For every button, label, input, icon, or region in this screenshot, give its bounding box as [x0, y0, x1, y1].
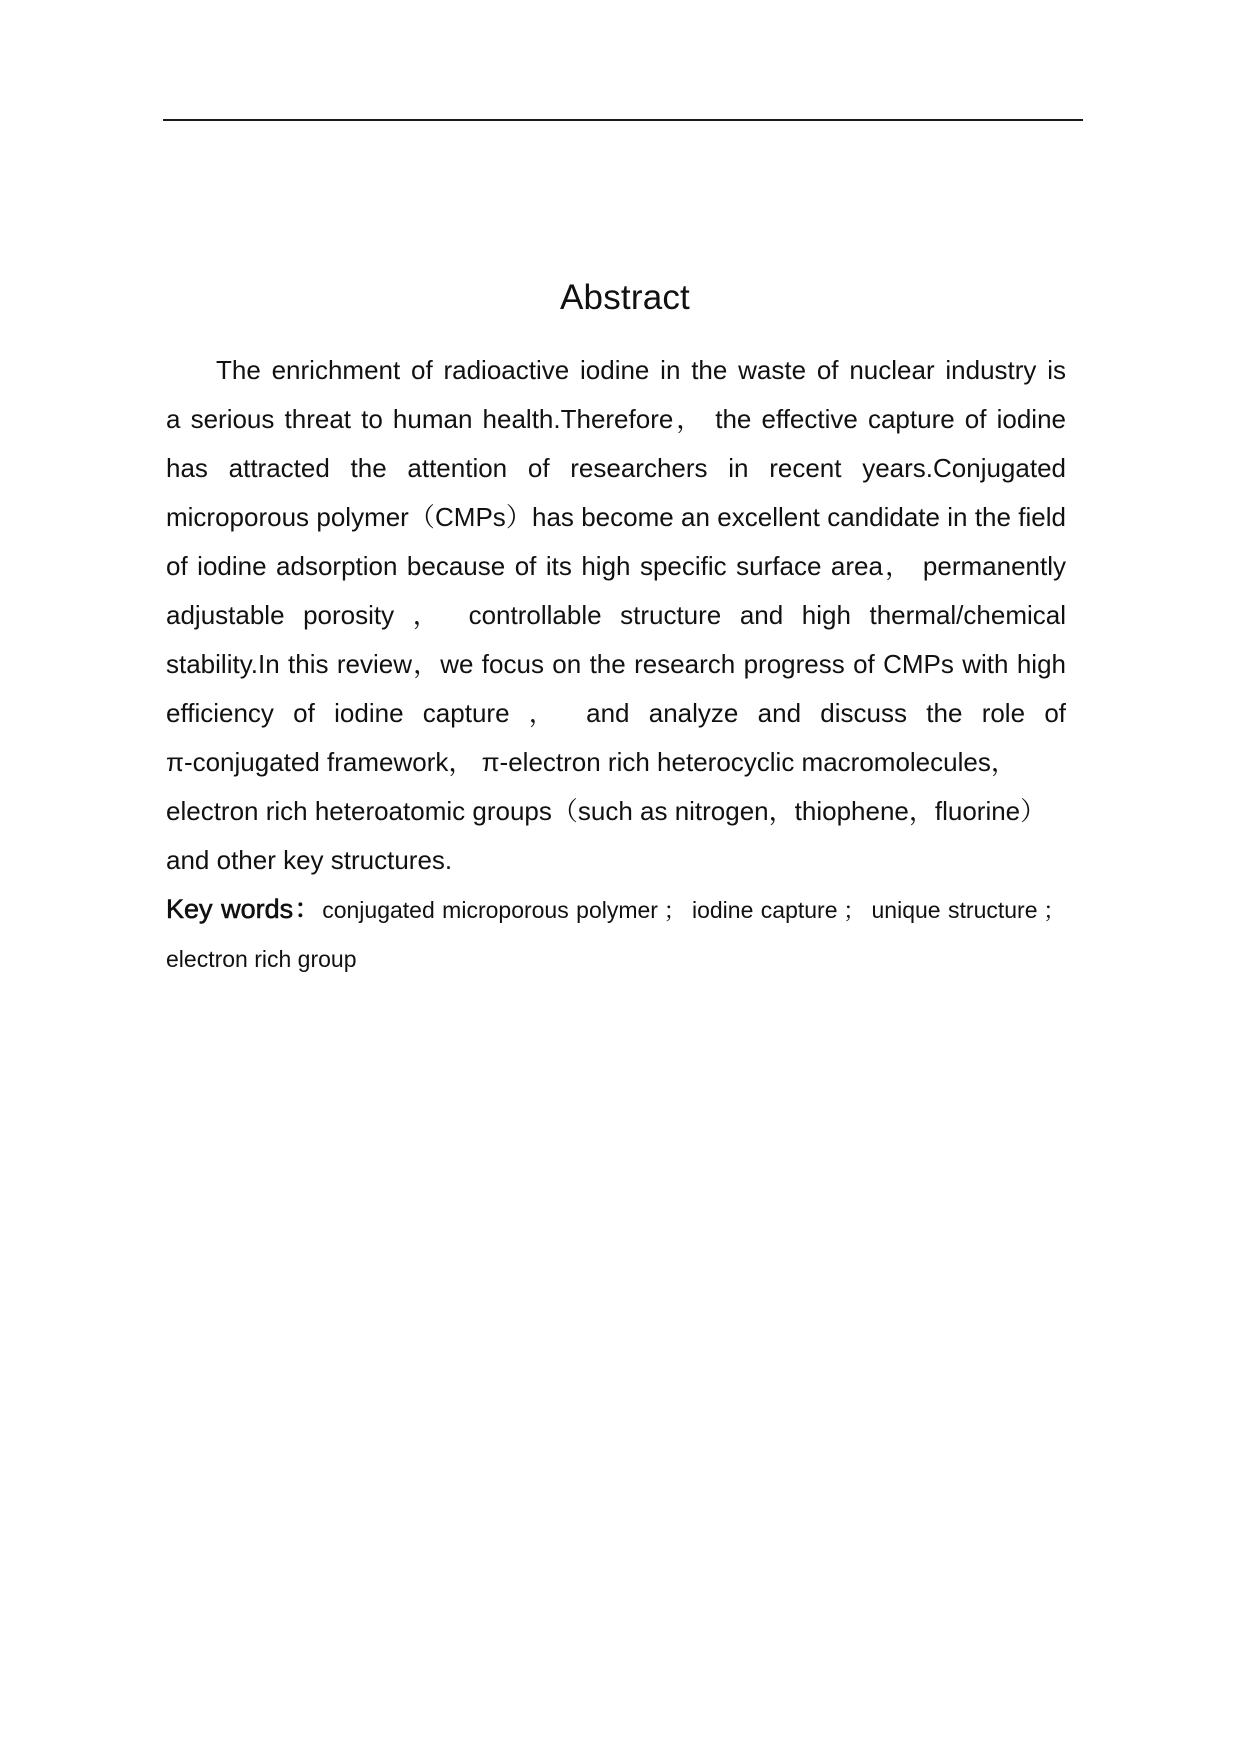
keywords-label: Key words： [166, 894, 323, 924]
keyword-item: electron rich group [166, 946, 357, 972]
keyword-item: conjugated microporous polymer [322, 897, 658, 923]
abstract-line: π-conjugated framework， π-electron rich heterocyclic macromolecules， [166, 747, 1017, 777]
abstract-line: and other key structures. [166, 845, 453, 875]
keywords-line [166, 884, 1066, 934]
abstract-body [166, 346, 1066, 885]
keyword-item: unique structure [871, 897, 1038, 923]
abstract-line: The enrichment of radioactive iodine in the waste of nuclear industry is [216, 355, 1066, 385]
keywords-section [166, 884, 1066, 984]
keyword-separator: ； [663, 897, 687, 923]
abstract-title: Abstract [560, 278, 690, 318]
keyword-separator: ； [1043, 897, 1066, 923]
keywords-group [166, 894, 658, 924]
abstract-line: of iodine adsorption because of its high specific surface area， permanently [166, 551, 1066, 581]
abstract-line: efficiency of iodine capture ， and analyze and discuss the role of [166, 698, 1067, 728]
abstract-line: a serious threat to human health.Therefore， the effective capture of iodine [166, 404, 1066, 434]
abstract-line: has attracted the attention of researchers in recent years.Conjugated [166, 453, 1066, 483]
abstract-line: electron rich heteroatomic groups（such as nitrogen，thiophene，fluorine） [166, 796, 1047, 826]
keywords-line [166, 934, 1066, 984]
keyword-item: iodine capture [691, 897, 838, 923]
abstract-line: adjustable porosity ， controllable structure and high thermal/chemical [166, 600, 1066, 630]
header-rule [163, 119, 1083, 121]
abstract-line: microporous polymer（CMPs）has become an excellent candidate in the field [166, 502, 1066, 532]
keyword-separator: ； [843, 897, 867, 923]
abstract-line: stability.In this review，we focus on the research progress of CMPs with high [166, 649, 1066, 679]
